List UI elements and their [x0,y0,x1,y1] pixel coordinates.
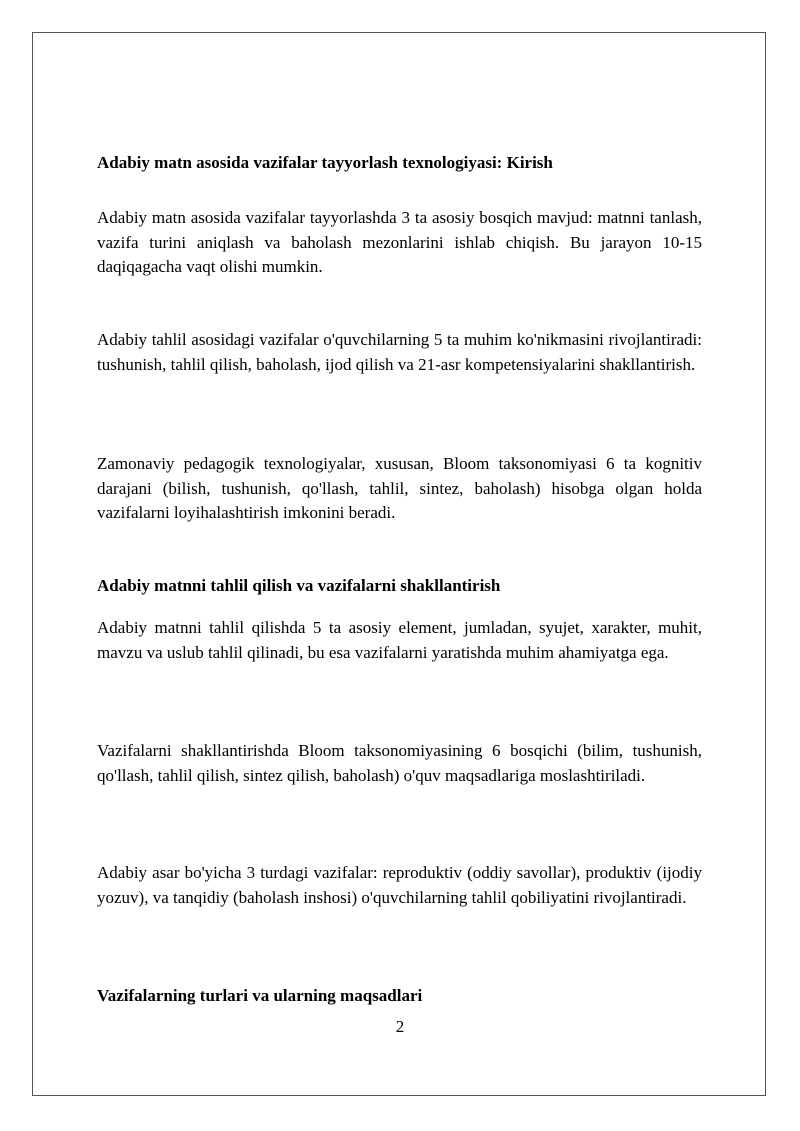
section-heading-analysis: Adabiy matnni tahlil qilish va vazifalarni shakllantirish [97,576,501,595]
paragraph-intro-3: Zamonaviy pedagogik texnologiyalar, xususan, Bloom taksonomiyasi 6 ta kognitiv darajani (bilish, tushunish, qo'llash, tahlil, sintez, baholash) hisobga olgan holda vazifalarni loyihalashtirish imkonini beradi. [97,454,702,522]
paragraph-analysis-2: Vazifalarni shakllantirishda Bloom taksonomiyasining 6 bosqichi (bilim, tushunish, qo'llash, tahlil qilish, sintez qilish, baholash) o'quv maqsadlariga moslashtiriladi. [97,741,702,785]
page-number: 2 [395,1017,405,1036]
section-heading-intro: Adabiy matn asosida vazifalar tayyorlash texnologiyasi: Kirish [97,153,553,172]
paragraph-intro-2: Adabiy tahlil asosidagi vazifalar o'quvchilarning 5 ta muhim ko'nikmasini rivojlantiradi: tushunish, tahlil qilish, baholash, ijod qilish va 21-asr kompetensiyalarini shakllantirish. [97,330,702,374]
paragraph-analysis-1: Adabiy matnni tahlil qilishda 5 ta asosiy element, jumladan, syujet, xarakter, muhit, mavzu va uslub tahlil qilinadi, bu esa vazifalarni yaratishda muhim ahamiyatga ega. [97,618,702,662]
paragraph-analysis-3: Adabiy asar bo'yicha 3 turdagi vazifalar: reproduktiv (oddiy savollar), produktiv (ijodiy yozuv), va tanqidiy (baholash inshosi) o'quvchilarning tahlil qobiliyatini rivojlantiradi. [97,863,702,907]
section-heading-task-types: Vazifalarning turlari va ularning maqsadlari [97,986,423,1005]
paragraph-intro-1: Adabiy matn asosida vazifalar tayyorlashda 3 ta asosiy bosqich mavjud: matnni tanlash, vazifa turini aniqlash va baholash mezonlarini ishlab chiqish. Bu jarayon 10-15 daqiqagacha vaqt olishi mumkin. [97,208,702,276]
page-frame [32,32,766,1096]
